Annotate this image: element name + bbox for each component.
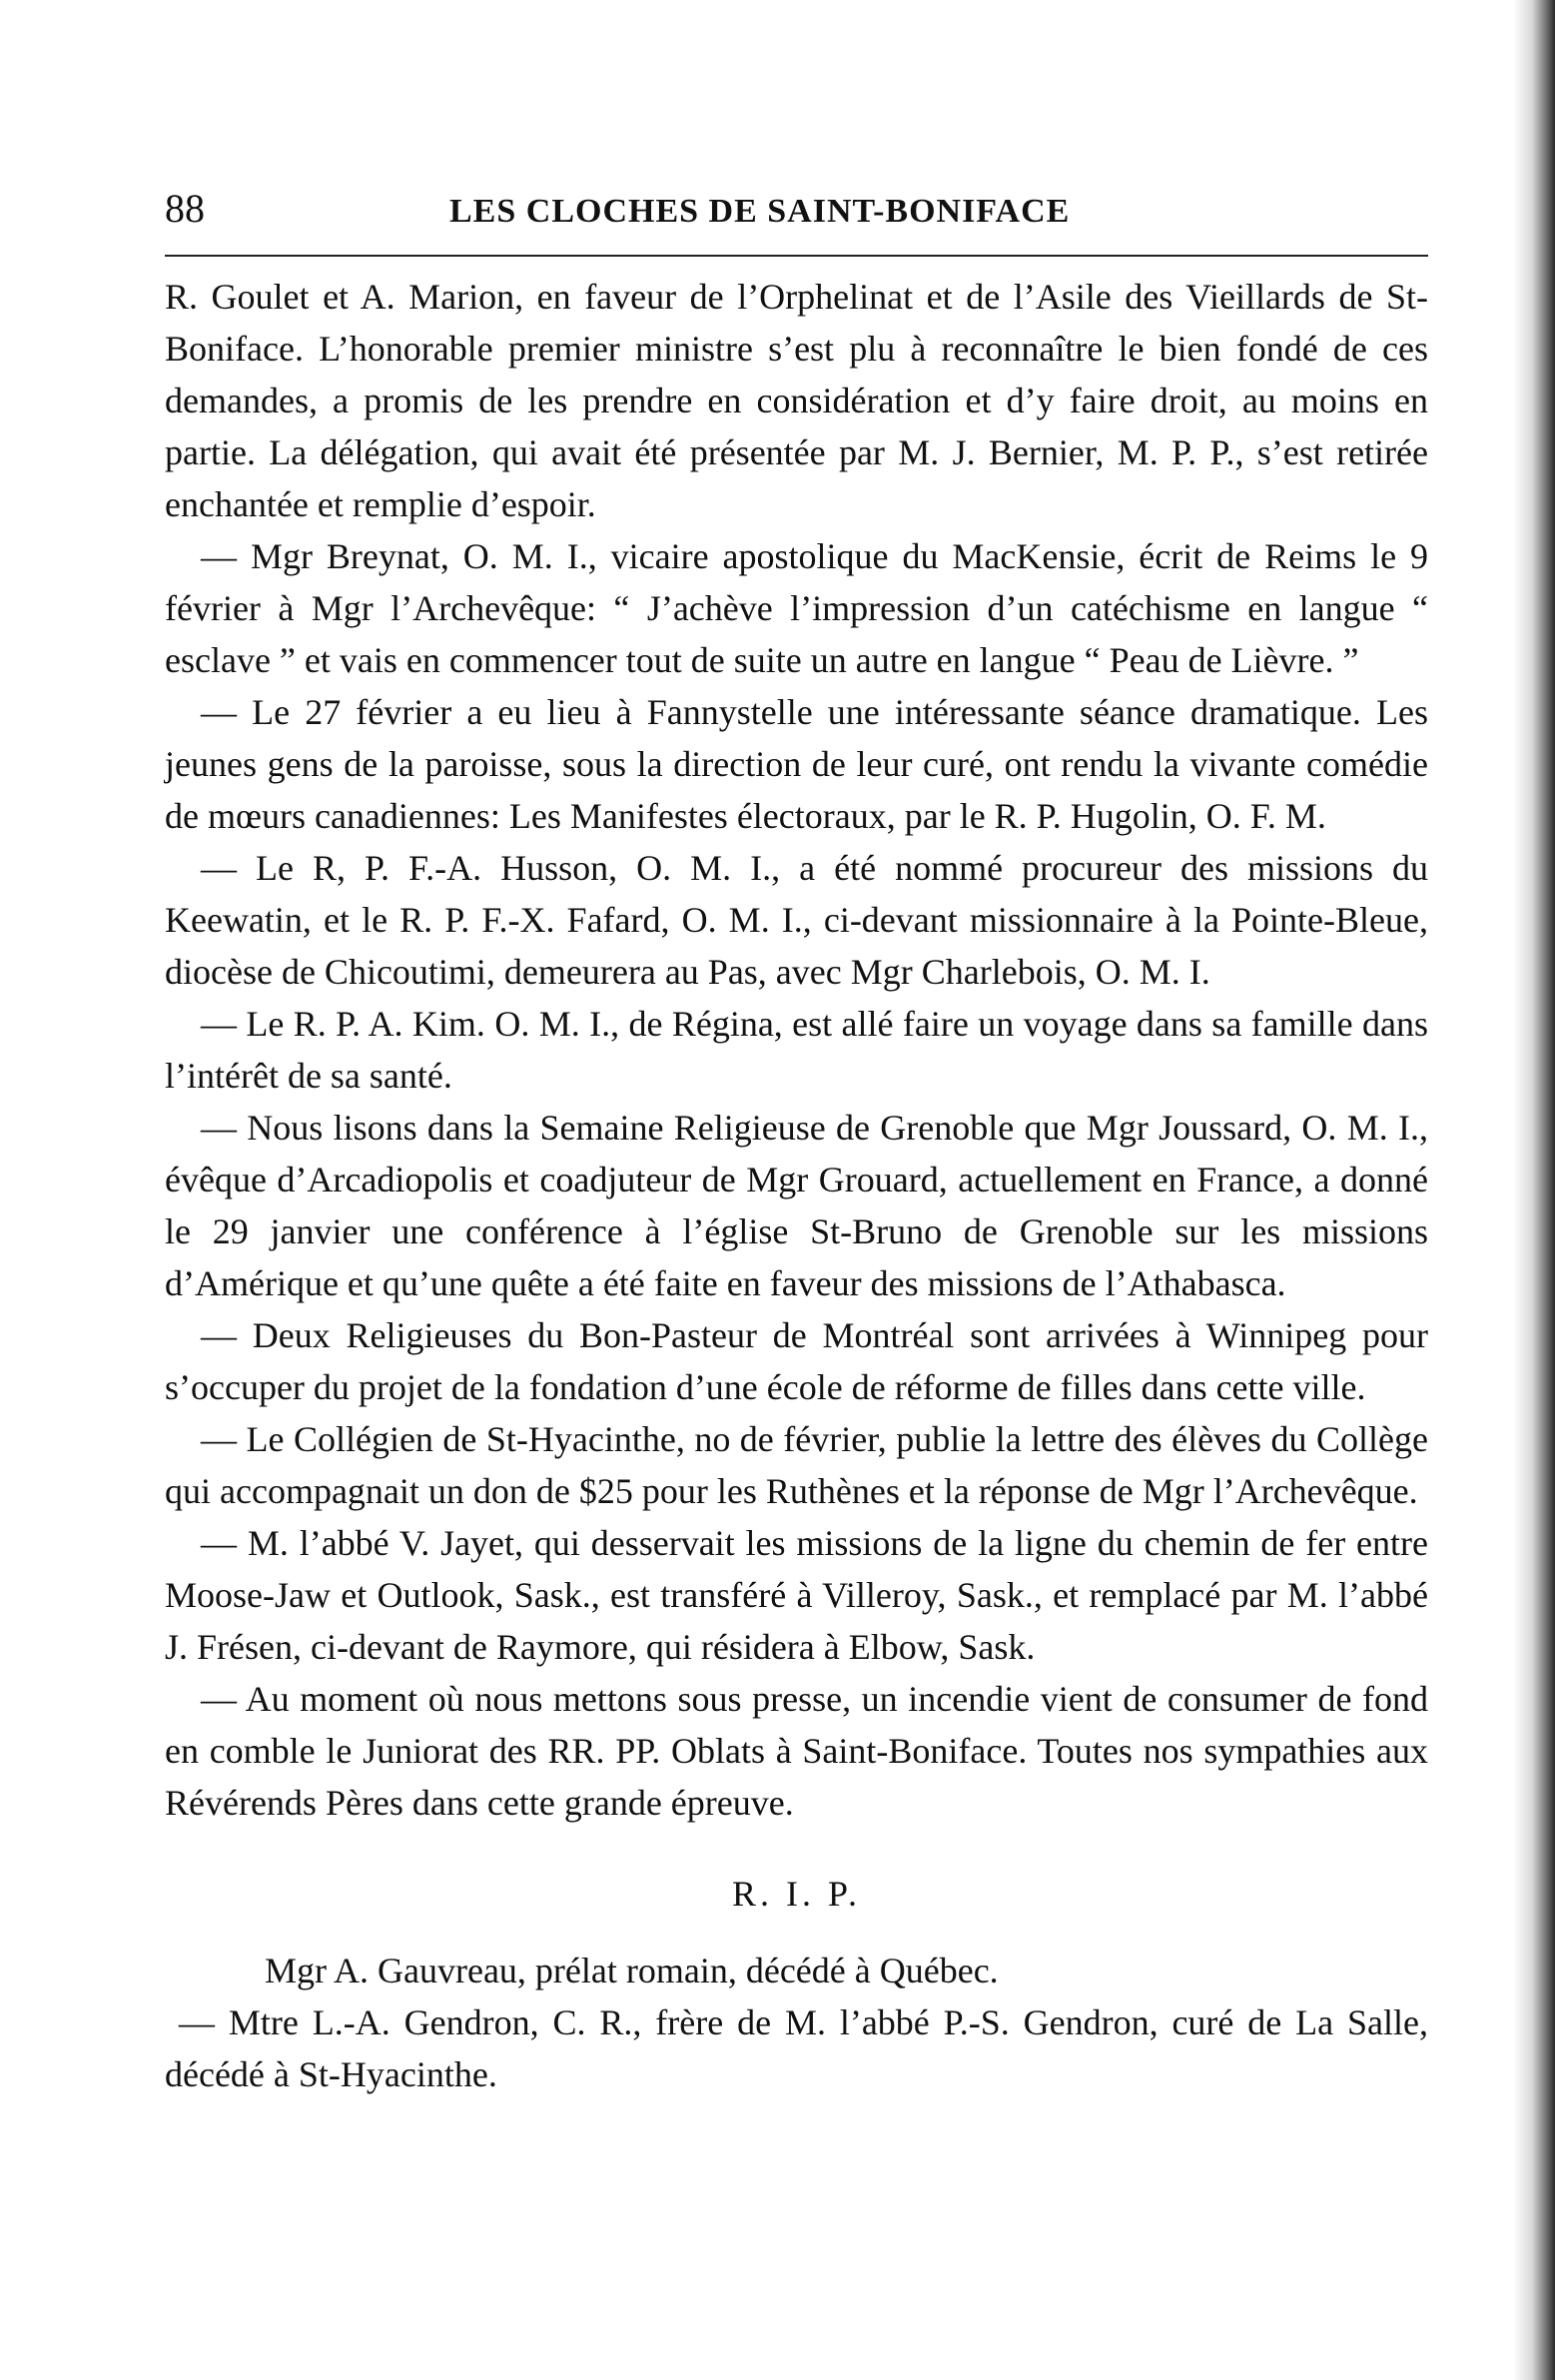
paragraph: — Mgr Breynat, O. M. I., vicaire apostolique du MacKensie, écrit de Reims le 9 février à Mgr l’Archevêque: “ J’achève l’impression d’un catéchisme en langue “ esclave ” et vais en commencer tout de suite un autre en langue “ Peau de Lièvre. ” [165, 536, 1428, 680]
news-items [165, 271, 1428, 1829]
rip-entry: — Mtre L.-A. Gendron, C. R., frère de M. l’abbé P.-S. Gendron, curé de La Salle, décédé à St-Hyacinthe. [165, 2002, 1428, 2094]
document-page [165, 185, 1428, 2100]
paragraph: — Le R, P. F.-A. Husson, O. M. I., a été nommé procureur des missions du Keewatin, et le R. P. F.-X. Fafard, O. M. I., ci-devant missionnaire à la Pointe-Bleue, diocèse de Chicoutimi, demeurera au Pas, avec Mgr Charlebois, O. M. I. [165, 848, 1428, 992]
rip-list [165, 1945, 1428, 2100]
paragraph: — M. l’abbé V. Jayet, qui desservait les missions de la ligne du chemin de fer entre Moose-Jaw et Outlook, Sask., est transféré à Villeroy, Sask., et remplacé par M. l’abbé J. Frésen, ci-devant de Raymore, qui résidera à Elbow, Sask. [165, 1523, 1428, 1667]
scan-edge-shadow [1513, 0, 1555, 2380]
running-title: LES CLOCHES DE SAINT-BONIFACE [449, 193, 1071, 230]
paragraph: — Deux Religieuses du Bon-Pasteur de Montréal sont arrivées à Winnipeg pour s’occuper du projet de la fondation d’une école de réforme de filles dans cette ville. [165, 1315, 1428, 1407]
page-header [165, 185, 1428, 237]
paragraph: — Au moment où nous mettons sous presse, un incendie vient de consumer de fond en comble le Juniorat des RR. PP. Oblats à Saint-Boniface. Toutes nos sympathies aux Révérends Pères dans cette grande épreuve. [165, 1679, 1428, 1823]
paragraph: R. Goulet et A. Marion, en faveur de l’Orphelinat et de l’Asile des Vieillards de St-Boniface. L’honorable premier ministre s’est plu à reconnaître le bien fondé de ces demandes, a promis de les prendre en considération et d’y faire droit, au moins en partie. La délégation, qui avait été présentée par M. J. Bernier, M. P. P., s’est retirée enchantée et remplie d’espoir. [165, 277, 1428, 524]
page-number: 88 [165, 186, 205, 231]
rip-entry: Mgr A. Gauvreau, prélat romain, décédé à Québec. [265, 1951, 999, 1990]
paragraph: — Le Collégien de St-Hyacinthe, no de février, publie la lettre des élèves du Collège qui accompagnait un don de $25 pour les Ruthènes et la réponse de Mgr l’Archevêque. [165, 1419, 1428, 1511]
header-rule [165, 255, 1428, 257]
paragraph: — Le R. P. A. Kim. O. M. I., de Régina, est allé faire un voyage dans sa famille dans l’intérêt de sa santé. [165, 1004, 1428, 1096]
rip-heading: R. I. P. [731, 1874, 862, 1914]
paragraph: — Nous lisons dans la Semaine Religieuse de Grenoble que Mgr Joussard, O. M. I., évêque d’Arcadiopolis et coadjuteur de Mgr Grouard, actuellement en France, a donné le 29 janvier une conférence à l’église St-Bruno de Grenoble sur les missions d’Amérique et qu’une quête a été faite en faveur des missions de l’Athabasca. [165, 1108, 1428, 1303]
paragraph: — Le 27 février a eu lieu à Fannystelle une intéressante séance dramatique. Les jeunes gens de la paroisse, sous la direction de leur curé, ont rendu la vivante comédie de mœurs canadiennes: Les Manifestes électoraux, par le R. P. Hugolin, O. F. M. [165, 692, 1428, 836]
